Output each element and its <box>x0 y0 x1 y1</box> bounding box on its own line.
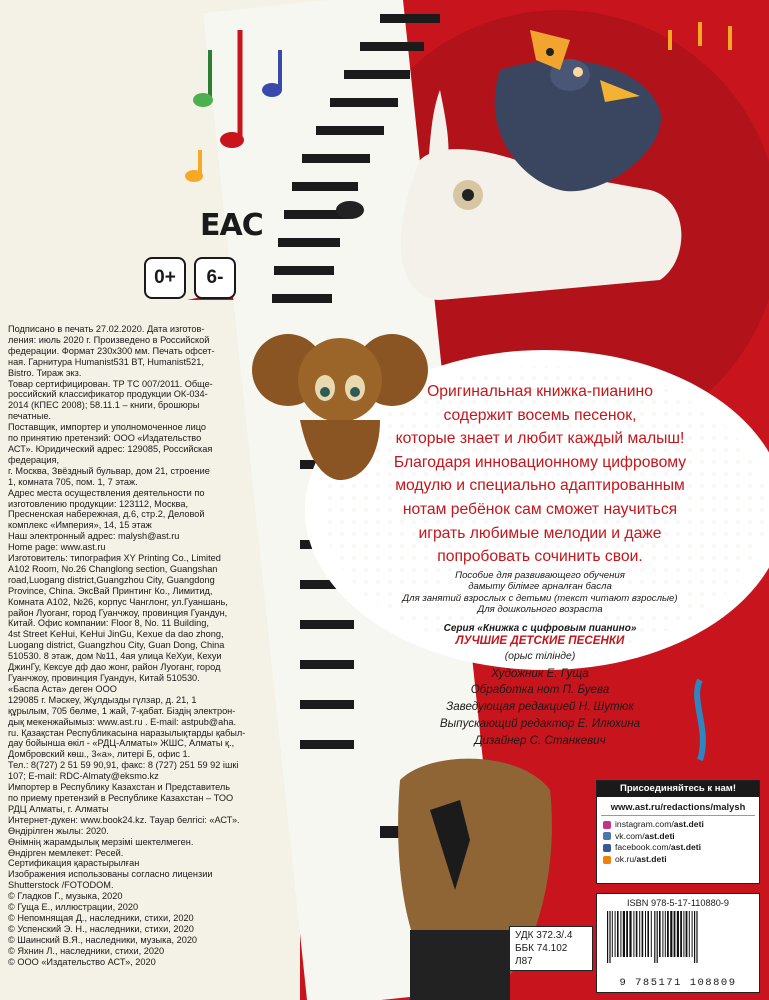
copyright-line: © Гуща Е., иллюстрации, 2020 <box>8 902 139 913</box>
social-links-box <box>596 780 760 884</box>
barcode-bar <box>645 911 646 957</box>
isbn-number: ISBN 978-5-17-110880-9 <box>627 898 729 908</box>
barcode-bar <box>633 911 634 957</box>
vk-icon <box>603 832 611 840</box>
imprint-kazakhstan-importer: Импортер в Республику Казахстан и Представитель по приему претензий в Республике Казахстан – ТОО РДЦ Алматы, г. Алматы <box>8 782 234 814</box>
barcode-digits: 9 785171 108809 <box>619 977 737 989</box>
language-note: (орыс тілінде) <box>504 650 576 662</box>
copyright-list <box>8 891 280 967</box>
author-mark: Л87 <box>515 956 533 967</box>
barcode-bar <box>670 911 672 957</box>
credit-designer: Дизайнер С. Станкевич <box>474 733 606 747</box>
age-rating-6: 6- <box>194 257 236 299</box>
copyright-line: © Успенский Э. Н., наследники, стихи, 2020 <box>8 923 194 934</box>
barcode-bar <box>680 911 682 957</box>
barcode-bar <box>667 911 669 957</box>
barcode-bar <box>629 911 631 957</box>
social-prefix: instagram.com/ <box>615 819 674 829</box>
barcode-bar <box>623 911 625 957</box>
social-handle: ast.deti <box>644 830 675 841</box>
facebook-icon <box>603 844 611 852</box>
social-prefix: ok.ru/ <box>615 853 637 864</box>
copyright-line: © ООО «Издательство АСТ», 2020 <box>8 956 156 967</box>
imprint-supplier: Поставщик, импортер и уполномоченное лицо по принятию претензий: ООО «Издательство АСТ». Юридический адрес: 129085, Российская федерация, г. Москва, Звёздный бульвар, дом 21, строение 1, комната 705, пом. 1, 7 этаж. <box>8 422 213 487</box>
imprint-print-details: Подписано в печать 27.02.2020. Дата изготов- ления: июль 2020 г. Произведено в Российской федерации. Формат 230х300 мм. Печать офсет- ная. Гарнитура Humanist531 BT, Humanist521, Bistro. Тираж экз. <box>8 324 215 378</box>
eac-certification-mark: EAC <box>200 208 263 243</box>
barcode-bar <box>696 911 697 963</box>
barcode-bar <box>657 911 658 963</box>
book-description: Оригинальная книжка-пианино содержит восемь песенок, которые знает и любит каждый малыш! Благодаря инновационному цифровому модулю и специально адаптированным нотам ребёнок сам сможет научиться играть любимые мелодии и даже попробовать сочинить свои. <box>393 383 687 566</box>
instagram-icon <box>603 821 611 829</box>
book-title: ЛУЧШИЕ ДЕТСКИЕ ПЕСЕНКИ <box>455 633 625 647</box>
imprint-email: Наш электронный адрес: malysh@ast.ru <box>8 531 180 542</box>
copyright-line: © Гладков Г., музыка, 2020 <box>8 891 123 902</box>
social-link-instagram[interactable] <box>603 819 759 831</box>
social-header: Присоединяйтесь к нам! <box>597 781 759 797</box>
social-prefix: vk.com/ <box>615 830 645 841</box>
odnoklassniki-icon <box>603 856 611 864</box>
credits-list <box>385 666 695 750</box>
barcode-bar <box>642 911 644 957</box>
age-rating-0-plus: 0+ <box>144 257 186 299</box>
barcode-bar <box>654 911 655 963</box>
social-link-facebook[interactable] <box>603 842 759 854</box>
imprint-text <box>8 324 280 967</box>
imprint-certification: Товар сертифицирован. ТР ТС 007/2011. Обще- российский классификатор продукции ОК-034- 2014 (КПЕС 2008); 58.11.1 – книги, брошюры печатные. <box>8 378 213 422</box>
social-link-odnoklassniki[interactable] <box>603 854 759 866</box>
bbk-code: ББК 74.102 <box>515 943 568 954</box>
imprint-manufacturer: Изготовитель: типография XY Printing Co., Limited A102 Room, No.26 Changlong section, Guangshan road,Luogang district,Guangzhou City, Guangdong Province, China. ЭксВай Принтинг Ко., Лимитид, Комната A102, №26, корпус Чанглонг, ул.Гуаншань, район Луоганг, город Гуанчжоу, провинция Гуандун, Китай. Офис компании: Floor 8, No. 11 Building, 4st Street KeHui, KeHui JinGu, Kexue da dao zhong, Luogang district, Guangzhou City, Guan Dong, China 510530. 8 этаж, дом №11, 4ая улица КеХуи, Кехуи ДжинГу, Кексуе дф дао жонг, район Луоганг, город Гуанчжоу, провинция Гуандун, Китай 510530. <box>8 553 228 683</box>
barcode-bar <box>626 911 628 957</box>
imprint-kazakh-publisher: «Баспа Аста» деген ООО 129085 г. Мәскеу, Жұлдызды гүлзар, д. 21, 1 құрылым, 705 бөлме, 1 жай, 7-қабат. Біздің электрон- дық мекенжайымыз: www.ast.ru . E-mail: astpub@aha. ru. Қазақстан Республикасына наразылықтарды қабыл- дау бойынша өкіл - «РДЦ-Алматы» ЖШС, Алматы қ., Домбровский көш., 3«а», литері Б, офис 1. Тел.: 8(727) 2 51 59 90,91, факс: 8 (727) 251 59 92 ішкі 107; E-mail: RDC-Almaty@eksmo.kz <box>8 683 246 782</box>
barcode-bar <box>662 911 663 957</box>
barcode-bar <box>686 911 688 957</box>
classification-box <box>509 926 593 971</box>
social-handle: ast.deti <box>636 853 667 864</box>
social-handle: ast.deti <box>673 819 704 829</box>
barcode-bar <box>617 911 619 957</box>
barcode-bar <box>659 911 661 957</box>
credit-illustrator: Художник Е. Гуща <box>491 666 589 680</box>
barcode-bar <box>665 911 666 957</box>
barcode-bar <box>639 911 640 957</box>
barcode-bar <box>674 911 676 957</box>
social-link-vk[interactable] <box>603 831 759 843</box>
copyright-line: © Непомнящая Д., наследники, стихи, 2020 <box>8 912 194 923</box>
barcode <box>605 911 753 971</box>
audience-note: Пособие для развивающего обучения дамыту білімге арналған басла Для занятий взрослых с детьми (текст читают взрослые) Для дошкольного возраста <box>402 570 678 616</box>
credit-managing-editor: Выпускающий редактор Е. Илюхина <box>439 717 641 731</box>
udk-code: УДК 372.3/.4 <box>515 930 573 941</box>
imprint-online-store: Интернет-дукен: www.book24.kz. Тауар белгісі: «АСТ». Өндірілген жылы: 2020. Өнімнің жарамдылық мерзімі шектелмеген. Өндірген мемлекет: Ресей. Сертификация қарастырылған <box>8 814 240 869</box>
imprint-image-license: Изображения использованы согласно лицензии Shutterstock /FOTODOM. <box>8 869 213 891</box>
isbn-box <box>596 893 760 993</box>
credit-editor-in-chief: Заведующая редакцией Н. Шутюк <box>446 700 634 714</box>
publisher-url[interactable]: www.ast.ru/redactions/malysh <box>601 797 755 816</box>
book-credits <box>385 570 695 750</box>
barcode-bar <box>677 911 679 957</box>
barcode-bar <box>609 911 610 963</box>
imprint-activity-address: Адрес места осуществления деятельности по изготовлению продукции: 123112, Москва, Пресненская набережная, д.6, стр.2, Деловой комплекс «Империя», 14, 15 этаж <box>8 487 205 531</box>
copyright-line: © Шаинский В.Я., наследники, музыка, 2020 <box>8 934 198 945</box>
barcode-bar <box>620 911 621 957</box>
imprint-homepage: Home page: www.ast.ru <box>8 542 106 553</box>
barcode-bar <box>607 911 608 963</box>
social-handle: ast.deti <box>670 842 701 853</box>
barcode-bar <box>647 911 649 957</box>
social-prefix: facebook.com/ <box>615 842 671 853</box>
barcode-bar <box>683 911 684 957</box>
barcode-bar <box>694 911 695 963</box>
credit-music-arrangement: Обработка нот П. Буева <box>470 683 610 697</box>
social-list <box>603 819 759 865</box>
barcode-bar <box>612 911 613 957</box>
copyright-line: © Яхнин Л., наследники, стихи, 2020 <box>8 945 165 956</box>
barcode-bar <box>651 911 652 957</box>
barcode-bar <box>636 911 638 957</box>
barcode-bar <box>692 911 693 957</box>
barcode-bar <box>615 911 616 957</box>
series-name: Серия «Книжка с цифровым пианино» <box>443 622 637 634</box>
barcode-bar <box>689 911 690 957</box>
